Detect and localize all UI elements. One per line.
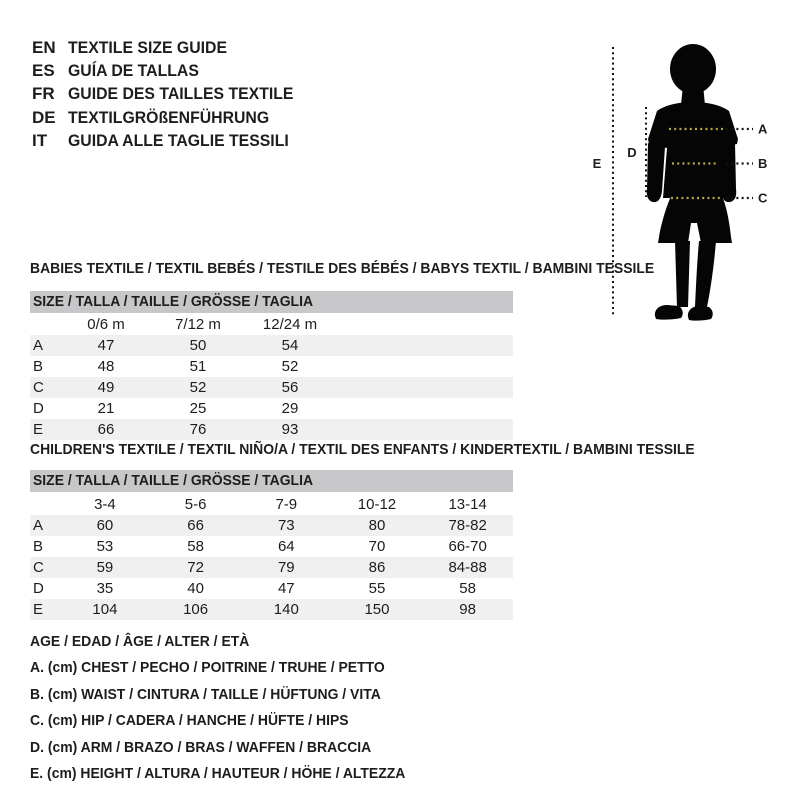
lang-label: TEXTILE SIZE GUIDE bbox=[68, 37, 228, 57]
legend-text: A. (cm) CHEST / PECHO / POITRINE / TRUHE / PETTO bbox=[30, 659, 385, 677]
cell: 35 bbox=[96, 580, 114, 597]
lang-label: TEXTILGRÖßENFÜHRUNG bbox=[68, 107, 270, 127]
cell: 78-82 bbox=[448, 517, 487, 534]
cell: 52 bbox=[189, 379, 207, 396]
cell: 79 bbox=[277, 559, 295, 576]
cell: 52 bbox=[281, 358, 299, 375]
row-label: A bbox=[33, 337, 44, 354]
row-label: A bbox=[33, 517, 44, 534]
table-row-children-c bbox=[30, 557, 513, 578]
children-col-10-12: 10-12 bbox=[357, 496, 397, 513]
cell: 60 bbox=[96, 517, 114, 534]
lang-code: DE bbox=[32, 107, 56, 127]
language-header bbox=[32, 36, 310, 153]
children-col-5-6: 5-6 bbox=[184, 496, 207, 513]
cell: 58 bbox=[459, 580, 476, 597]
row-label: E bbox=[33, 421, 44, 438]
row-label: E bbox=[33, 601, 44, 618]
cell: 21 bbox=[97, 400, 115, 417]
cell: 70 bbox=[368, 538, 386, 555]
cell: 48 bbox=[97, 358, 115, 375]
cell: 40 bbox=[187, 580, 204, 597]
children-section-title bbox=[30, 441, 745, 458]
table-row-babies-e bbox=[30, 419, 513, 440]
lang-label: GUIDE DES TAILLES TEXTILE bbox=[68, 84, 294, 104]
cell: 53 bbox=[96, 538, 114, 555]
legend-text: AGE / EDAD / ÂGE / ALTER / ETÀ bbox=[30, 632, 250, 650]
cell: 98 bbox=[459, 601, 476, 618]
lang-label: GUÍA DE TALLAS bbox=[68, 61, 199, 81]
cell: 51 bbox=[189, 358, 207, 375]
child-silhouette bbox=[647, 44, 738, 321]
measure-label-b: B bbox=[758, 156, 768, 171]
measure-label-a: A bbox=[758, 121, 768, 137]
children-size-header-bar bbox=[30, 470, 513, 492]
lang-row-fr bbox=[32, 83, 310, 106]
table-row-children-a bbox=[30, 515, 513, 536]
cell: 66 bbox=[97, 421, 115, 438]
legend-line-waist bbox=[30, 681, 434, 708]
cell: 106 bbox=[183, 601, 209, 618]
table-row-babies-d bbox=[30, 398, 513, 419]
lang-row-de bbox=[32, 106, 310, 129]
legend-line-age bbox=[30, 628, 434, 655]
row-label: B bbox=[33, 538, 44, 555]
babies-size-header-text: SIZE / TALLA / TAILLE / GRÖSSE / TAGLIA bbox=[33, 293, 314, 310]
cell: 54 bbox=[281, 337, 299, 354]
lang-row-es bbox=[32, 59, 310, 82]
cell: 47 bbox=[277, 580, 295, 597]
silhouette-shorts bbox=[658, 196, 732, 243]
table-row-children-b bbox=[30, 536, 513, 557]
babies-col-0-6m: 0/6 m bbox=[87, 316, 125, 333]
table-row-babies-c bbox=[30, 377, 513, 398]
cell: 73 bbox=[277, 517, 295, 534]
lang-code: IT bbox=[32, 131, 48, 151]
cell: 56 bbox=[281, 379, 299, 396]
lang-code: ES bbox=[32, 61, 55, 81]
cell: 93 bbox=[281, 421, 299, 438]
measure-label-e: E bbox=[592, 156, 602, 171]
measure-label-d: D bbox=[627, 145, 637, 160]
silhouette-left-foot bbox=[655, 305, 683, 320]
cell: 47 bbox=[97, 337, 115, 354]
cell: 104 bbox=[92, 601, 118, 618]
cell: 25 bbox=[189, 400, 207, 417]
children-col-3-4: 3-4 bbox=[94, 496, 116, 513]
table-row-children-e bbox=[30, 599, 513, 620]
table-row-babies-a bbox=[30, 335, 513, 356]
measurement-legend bbox=[30, 628, 434, 787]
row-label: C bbox=[33, 379, 44, 396]
lang-row-en bbox=[32, 36, 310, 59]
cell: 80 bbox=[368, 517, 386, 534]
cell: 55 bbox=[368, 580, 386, 597]
legend-line-arm bbox=[30, 734, 434, 761]
legend-line-hip bbox=[30, 708, 434, 735]
babies-column-header-row bbox=[30, 314, 513, 335]
legend-line-height bbox=[30, 761, 434, 788]
children-column-header-row bbox=[30, 494, 513, 515]
row-label: B bbox=[33, 358, 44, 375]
size-figure bbox=[585, 25, 795, 325]
babies-section-title bbox=[30, 260, 701, 277]
row-label: C bbox=[33, 559, 44, 576]
row-label: D bbox=[33, 580, 44, 597]
cell: 86 bbox=[368, 559, 386, 576]
babies-col-7-12m: 7/12 m bbox=[175, 316, 221, 333]
legend-line-chest bbox=[30, 655, 434, 682]
cell: 66-70 bbox=[448, 538, 487, 555]
table-row-children-d bbox=[30, 578, 513, 599]
lang-row-it bbox=[32, 130, 310, 153]
cell: 76 bbox=[189, 421, 207, 438]
lang-code: EN bbox=[32, 37, 56, 57]
cell: 84-88 bbox=[448, 559, 487, 576]
row-label: D bbox=[33, 400, 44, 417]
cell: 64 bbox=[277, 538, 295, 555]
cell: 66 bbox=[187, 517, 204, 534]
cell: 50 bbox=[189, 337, 207, 354]
lang-code: FR bbox=[32, 84, 55, 104]
children-col-13-14: 13-14 bbox=[448, 496, 487, 513]
cell: 150 bbox=[364, 601, 390, 618]
legend-text: B. (cm) WAIST / CINTURA / TAILLE / HÜFTUNG / VITA bbox=[30, 685, 381, 703]
legend-text: D. (cm) ARM / BRAZO / BRAS / WAFFEN / BRACCIA bbox=[30, 738, 372, 756]
babies-size-header-bar bbox=[30, 291, 513, 313]
cell: 49 bbox=[97, 379, 115, 396]
babies-col-12-24m: 12/24 m bbox=[262, 316, 318, 333]
silhouette-left-arm bbox=[647, 143, 665, 202]
cell: 140 bbox=[273, 601, 299, 618]
measure-label-c: C bbox=[758, 190, 768, 206]
lang-label: GUIDA ALLE TAGLIE TESSILI bbox=[68, 131, 289, 151]
cell: 72 bbox=[187, 559, 204, 576]
children-size-header-text: SIZE / TALLA / TAILLE / GRÖSSE / TAGLIA bbox=[33, 472, 314, 489]
cell: 58 bbox=[187, 538, 204, 555]
silhouette-right-foot bbox=[688, 306, 713, 321]
children-section-title-text: CHILDREN'S TEXTILE / TEXTIL NIÑO/A / TEXTIL DES ENFANTS / KINDERTEXTIL / BAMBINI TESSILE bbox=[30, 441, 695, 458]
cell: 59 bbox=[96, 559, 114, 576]
children-col-7-9: 7-9 bbox=[275, 496, 298, 513]
legend-text: E. (cm) HEIGHT / ALTURA / HAUTEUR / HÖHE / ALTEZZA bbox=[30, 765, 406, 783]
babies-section-title-text: BABIES TEXTILE / TEXTIL BEBÉS / TESTILE DES BÉBÉS / BABYS TEXTIL / BAMBINI TESSILE bbox=[30, 260, 655, 277]
cell: 29 bbox=[281, 400, 299, 417]
legend-text: C. (cm) HIP / CADERA / HANCHE / HÜFTE / HIPS bbox=[30, 712, 349, 730]
table-row-babies-b bbox=[30, 356, 513, 377]
